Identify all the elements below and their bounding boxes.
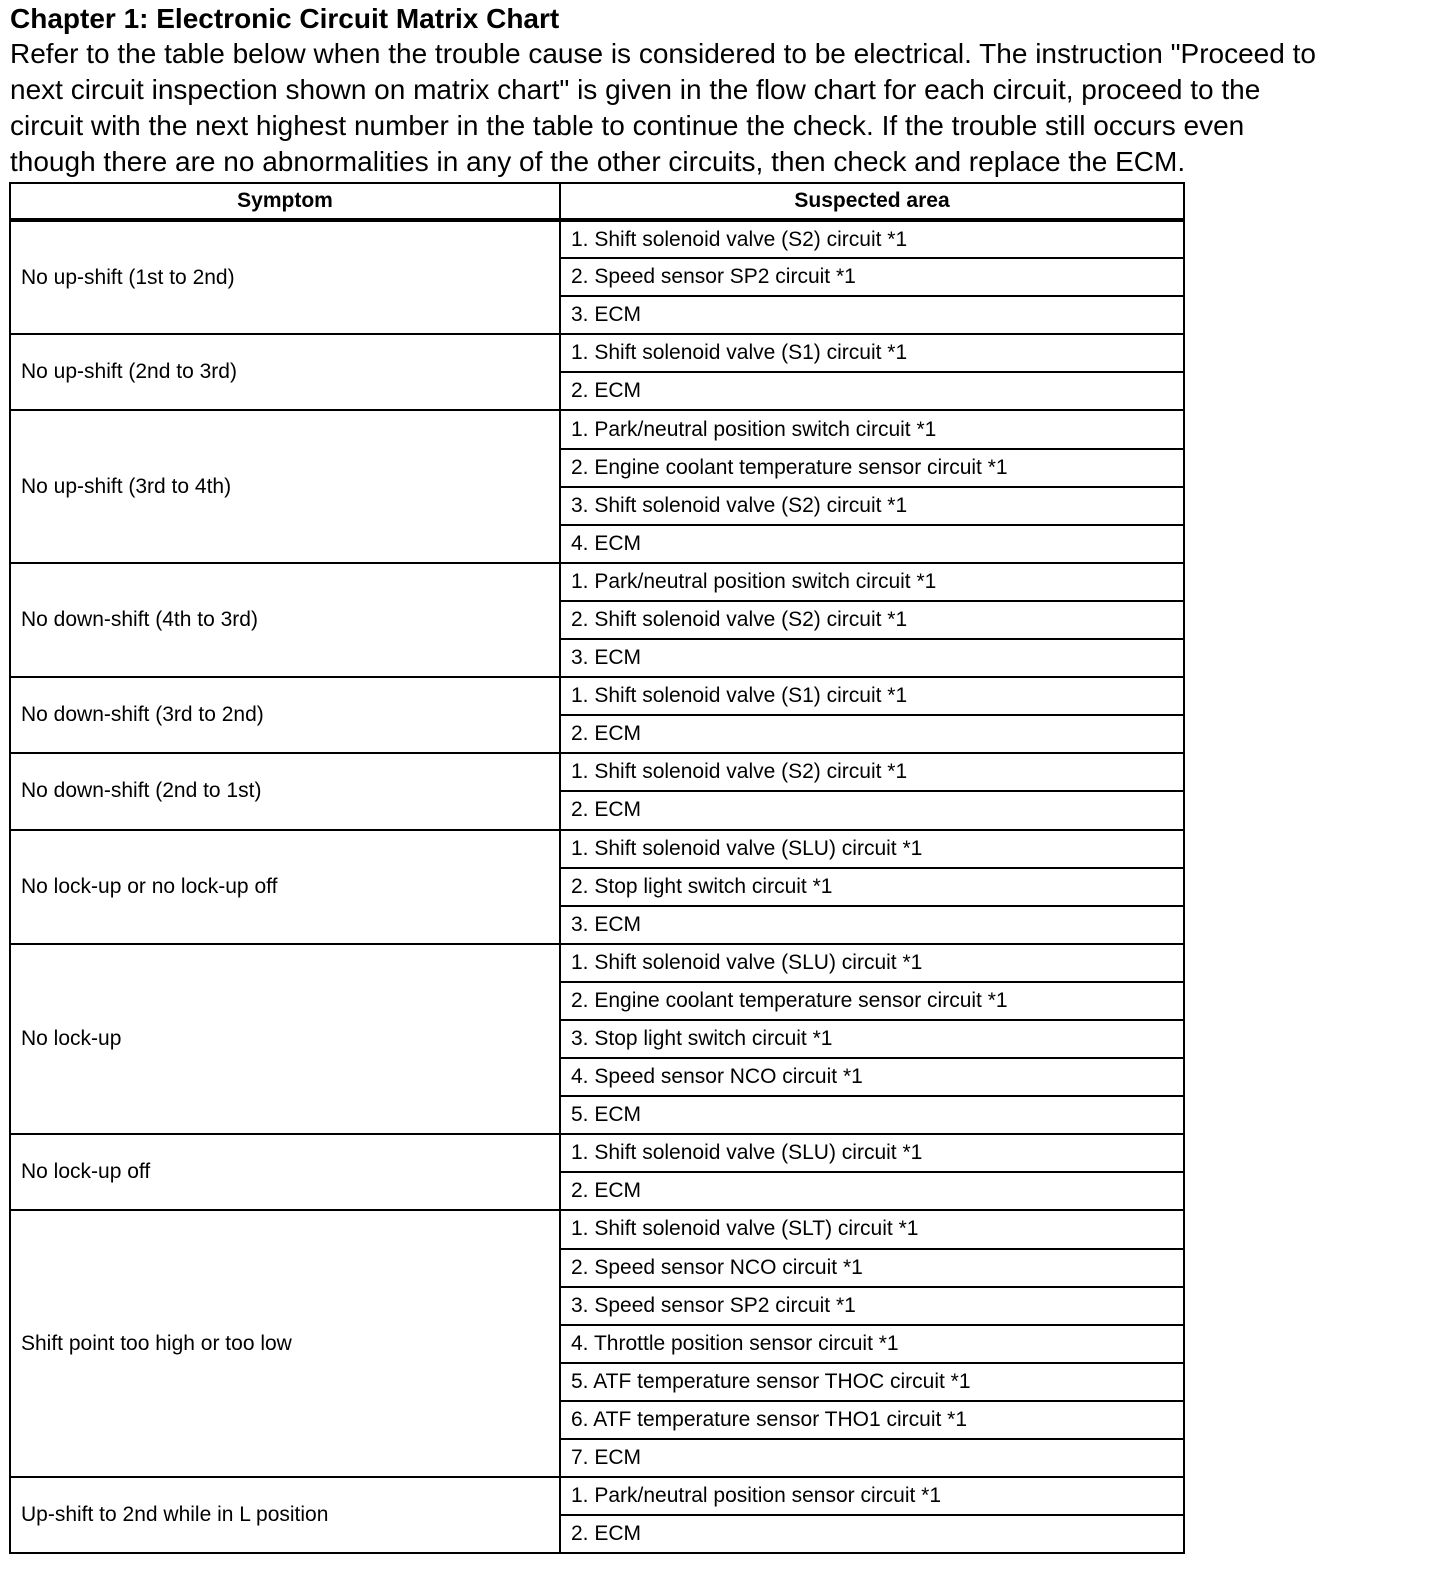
suspected-area-cell: 2. Speed sensor SP2 circuit *1 (560, 258, 1184, 296)
symptom-cell: Up-shift to 2nd while in L position (10, 1477, 560, 1553)
suspected-area-cell: 1. Shift solenoid valve (SLU) circuit *1 (560, 830, 1184, 868)
page-title: Chapter 1: Electronic Circuit Matrix Chart (10, 3, 560, 34)
symptom-cell: No lock-up (10, 944, 560, 1134)
suspected-area-cell: 4. Throttle position sensor circuit *1 (560, 1325, 1184, 1363)
symptom-cell: No up-shift (3rd to 4th) (10, 410, 560, 562)
table-row (10, 753, 1184, 791)
suspected-area-cell: 1. Shift solenoid valve (SLT) circuit *1 (560, 1210, 1184, 1248)
suspected-area-cell: 2. Shift solenoid valve (S2) circuit *1 (560, 601, 1184, 639)
intro-line: next circuit inspection shown on matrix chart" is given in the flow chart for each circuit, proceed to the (10, 74, 1261, 105)
symptom-cell: No down-shift (4th to 3rd) (10, 563, 560, 677)
suspected-area-cell: 1. Shift solenoid valve (S1) circuit *1 (560, 334, 1184, 372)
suspected-area-cell: 2. Engine coolant temperature sensor circuit *1 (560, 982, 1184, 1020)
table-row (10, 334, 1184, 372)
suspected-area-cell: 6. ATF temperature sensor THO1 circuit *1 (560, 1401, 1184, 1439)
suspected-area-cell: 1. Park/neutral position sensor circuit *1 (560, 1477, 1184, 1515)
symptom-cell: No up-shift (1st to 2nd) (10, 220, 560, 334)
symptom-column-header: Symptom (10, 183, 560, 220)
suspected-area-cell: 2. ECM (560, 715, 1184, 753)
suspected-area-cell: 5. ATF temperature sensor THOC circuit *1 (560, 1363, 1184, 1401)
suspected-area-cell: 2. Speed sensor NCO circuit *1 (560, 1249, 1184, 1287)
suspected-area-cell: 7. ECM (560, 1439, 1184, 1477)
symptom-cell: No up-shift (2nd to 3rd) (10, 334, 560, 410)
table-header-row (10, 183, 1184, 220)
intro-line: though there are no abnormalities in any of the other circuits, then check and replace the ECM. (10, 146, 1186, 177)
table-row (10, 220, 1184, 258)
suspected-area-cell: 1. Shift solenoid valve (SLU) circuit *1 (560, 944, 1184, 982)
suspected-area-cell: 2. ECM (560, 1515, 1184, 1553)
table-row (10, 1210, 1184, 1248)
suspected-area-cell: 3. Stop light switch circuit *1 (560, 1020, 1184, 1058)
suspected-area-cell: 2. ECM (560, 791, 1184, 829)
symptom-cell: No lock-up off (10, 1134, 560, 1210)
circuit-matrix-table (9, 182, 1185, 1554)
suspected-area-cell: 2. ECM (560, 372, 1184, 410)
suspected-area-cell: 3. Shift solenoid valve (S2) circuit *1 (560, 487, 1184, 525)
suspected-area-cell: 2. ECM (560, 1172, 1184, 1210)
suspected-area-cell: 1. Park/neutral position switch circuit *1 (560, 410, 1184, 448)
suspected-area-cell: 5. ECM (560, 1096, 1184, 1134)
intro-paragraph (10, 36, 1450, 180)
suspected-area-cell: 1. Shift solenoid valve (S2) circuit *1 (560, 220, 1184, 258)
suspected-area-cell: 3. ECM (560, 639, 1184, 677)
table-row (10, 563, 1184, 601)
table-row (10, 1134, 1184, 1172)
suspected-area-cell: 4. Speed sensor NCO circuit *1 (560, 1058, 1184, 1096)
suspected-area-cell: 2. Stop light switch circuit *1 (560, 868, 1184, 906)
suspected-area-cell: 1. Park/neutral position switch circuit *1 (560, 563, 1184, 601)
suspected-area-cell: 1. Shift solenoid valve (SLU) circuit *1 (560, 1134, 1184, 1172)
table-row (10, 677, 1184, 715)
suspected-area-cell: 3. Speed sensor SP2 circuit *1 (560, 1287, 1184, 1325)
symptom-cell: No down-shift (3rd to 2nd) (10, 677, 560, 753)
symptom-cell: No lock-up or no lock-up off (10, 830, 560, 944)
suspected-area-cell: 4. ECM (560, 525, 1184, 563)
suspected-area-column-header: Suspected area (560, 183, 1184, 220)
intro-line: circuit with the next highest number in the table to continue the check. If the trouble still occurs even (10, 110, 1245, 141)
suspected-area-cell: 1. Shift solenoid valve (S2) circuit *1 (560, 753, 1184, 791)
suspected-area-cell: 2. Engine coolant temperature sensor circuit *1 (560, 449, 1184, 487)
table-row (10, 830, 1184, 868)
suspected-area-cell: 1. Shift solenoid valve (S1) circuit *1 (560, 677, 1184, 715)
suspected-area-cell: 3. ECM (560, 906, 1184, 944)
symptom-cell: Shift point too high or too low (10, 1210, 560, 1477)
symptom-cell: No down-shift (2nd to 1st) (10, 753, 560, 829)
table-row (10, 944, 1184, 982)
table-row (10, 410, 1184, 448)
intro-line: Refer to the table below when the trouble cause is considered to be electrical. The instruction "Proceed to (10, 38, 1316, 69)
table-row (10, 1477, 1184, 1515)
table-body (10, 220, 1184, 1553)
suspected-area-cell: 3. ECM (560, 296, 1184, 334)
